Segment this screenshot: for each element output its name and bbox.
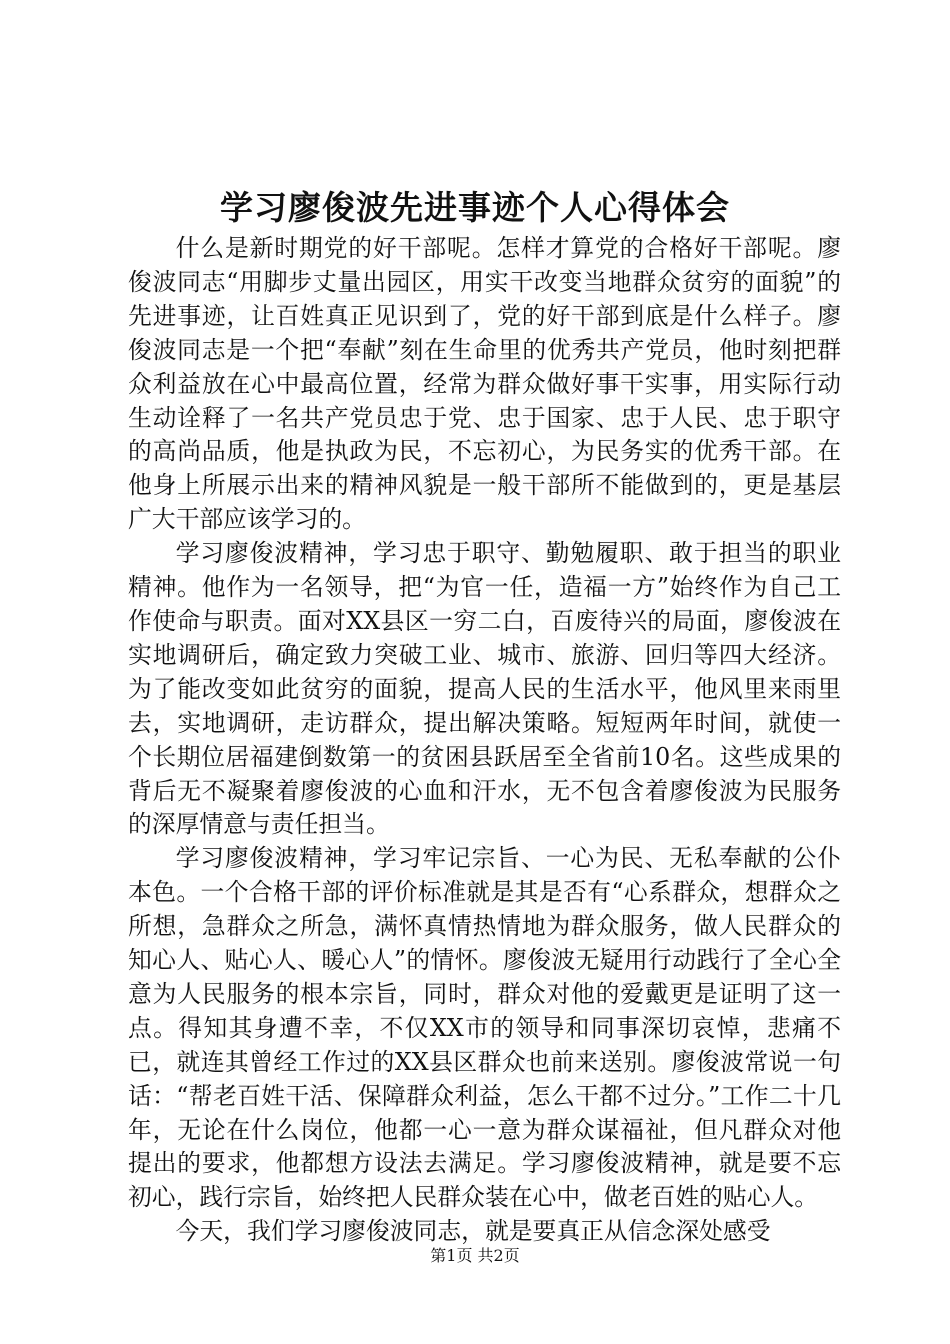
page-number-footer: 第1页 共2页 [430,1246,520,1265]
paragraph-3: 学习廖俊波精神，学习牢记宗旨、一心为民、无私奉献的公仆本色。一个合格干部的评价标准就是其是否有“心系群众，想群众之所想，急群众之所急，满怀真情热情地为群众服务，做人民群众的知心人、贴心人、暖心人”的情怀。廖俊波无疑用行动践行了全心全意为人民服务的根本宗旨，同时，群众对他的爱戴更是证明了这一点。得知其身遭不幸，不仅XX市的领导和同事深切哀悼，悲痛不已，就连其曾经工作过的XX县区群众也前来送别。廖俊波常说一句话：“帮老百姓干活、保障群众利益，怎么干都不过分。”工作二十几年，无论在什么岗位，他都一心一意为群众谋福祉，但凡群众对他提出的要求，他都想方设法去满足。学习廖俊波精神，就是要不忘初心，践行宗旨，始终把人民群众装在心中，做老百姓的贴心人。 [128,844,841,1212]
document-body [128,232,841,1249]
paragraph-2: 学习廖俊波精神，学习忠于职守、勤勉履职、敢于担当的职业精神。他作为一名领导，把“为官一任，造福一方”始终作为自己工作使命与职责。面对XX县区一穷二白，百废待兴的局面，廖俊波在实地调研后，确定致力突破工业、城市、旅游、回归等四大经济。为了能改变如此贫穷的面貌，提高人民的生活水平，他风里来雨里去，实地调研，走访群众，提出解决策略。短短两年时间，就使一个长期位居福建倒数第一的贫困县跃居至全省前10名。这些成果的背后无不凝聚着廖俊波的心血和汗水，无不包含着廖俊波为民服务的深厚情意与责任担当。 [128,539,841,839]
paragraph-4: 今天，我们学习廖俊波同志，就是要真正从信念深处感受 [175,1217,771,1246]
paragraph-1: 什么是新时期党的好干部呢。怎样才算党的合格好干部呢。廖俊波同志“用脚步丈量出园区，用实干改变当地群众贫穷的面貌”的先进事迹，让百姓真正见识到了，党的好干部到底是什么样子。廖俊波同志是一个把“奉献”刻在生命里的优秀共产党员，他时刻把群众利益放在心中最高位置，经常为群众做好事干实事，用实际行动生动诠释了一名共产党员忠于党、忠于国家、忠于人民、忠于职守的高尚品质，他是执政为民，不忘初心，为民务实的优秀干部。在他身上所展示出来的精神风貌是一般干部所不能做到的，更是基层广大干部应该学习的。 [128,234,841,534]
document-title: 学习廖俊波先进事迹个人心得体会 [220,188,730,227]
